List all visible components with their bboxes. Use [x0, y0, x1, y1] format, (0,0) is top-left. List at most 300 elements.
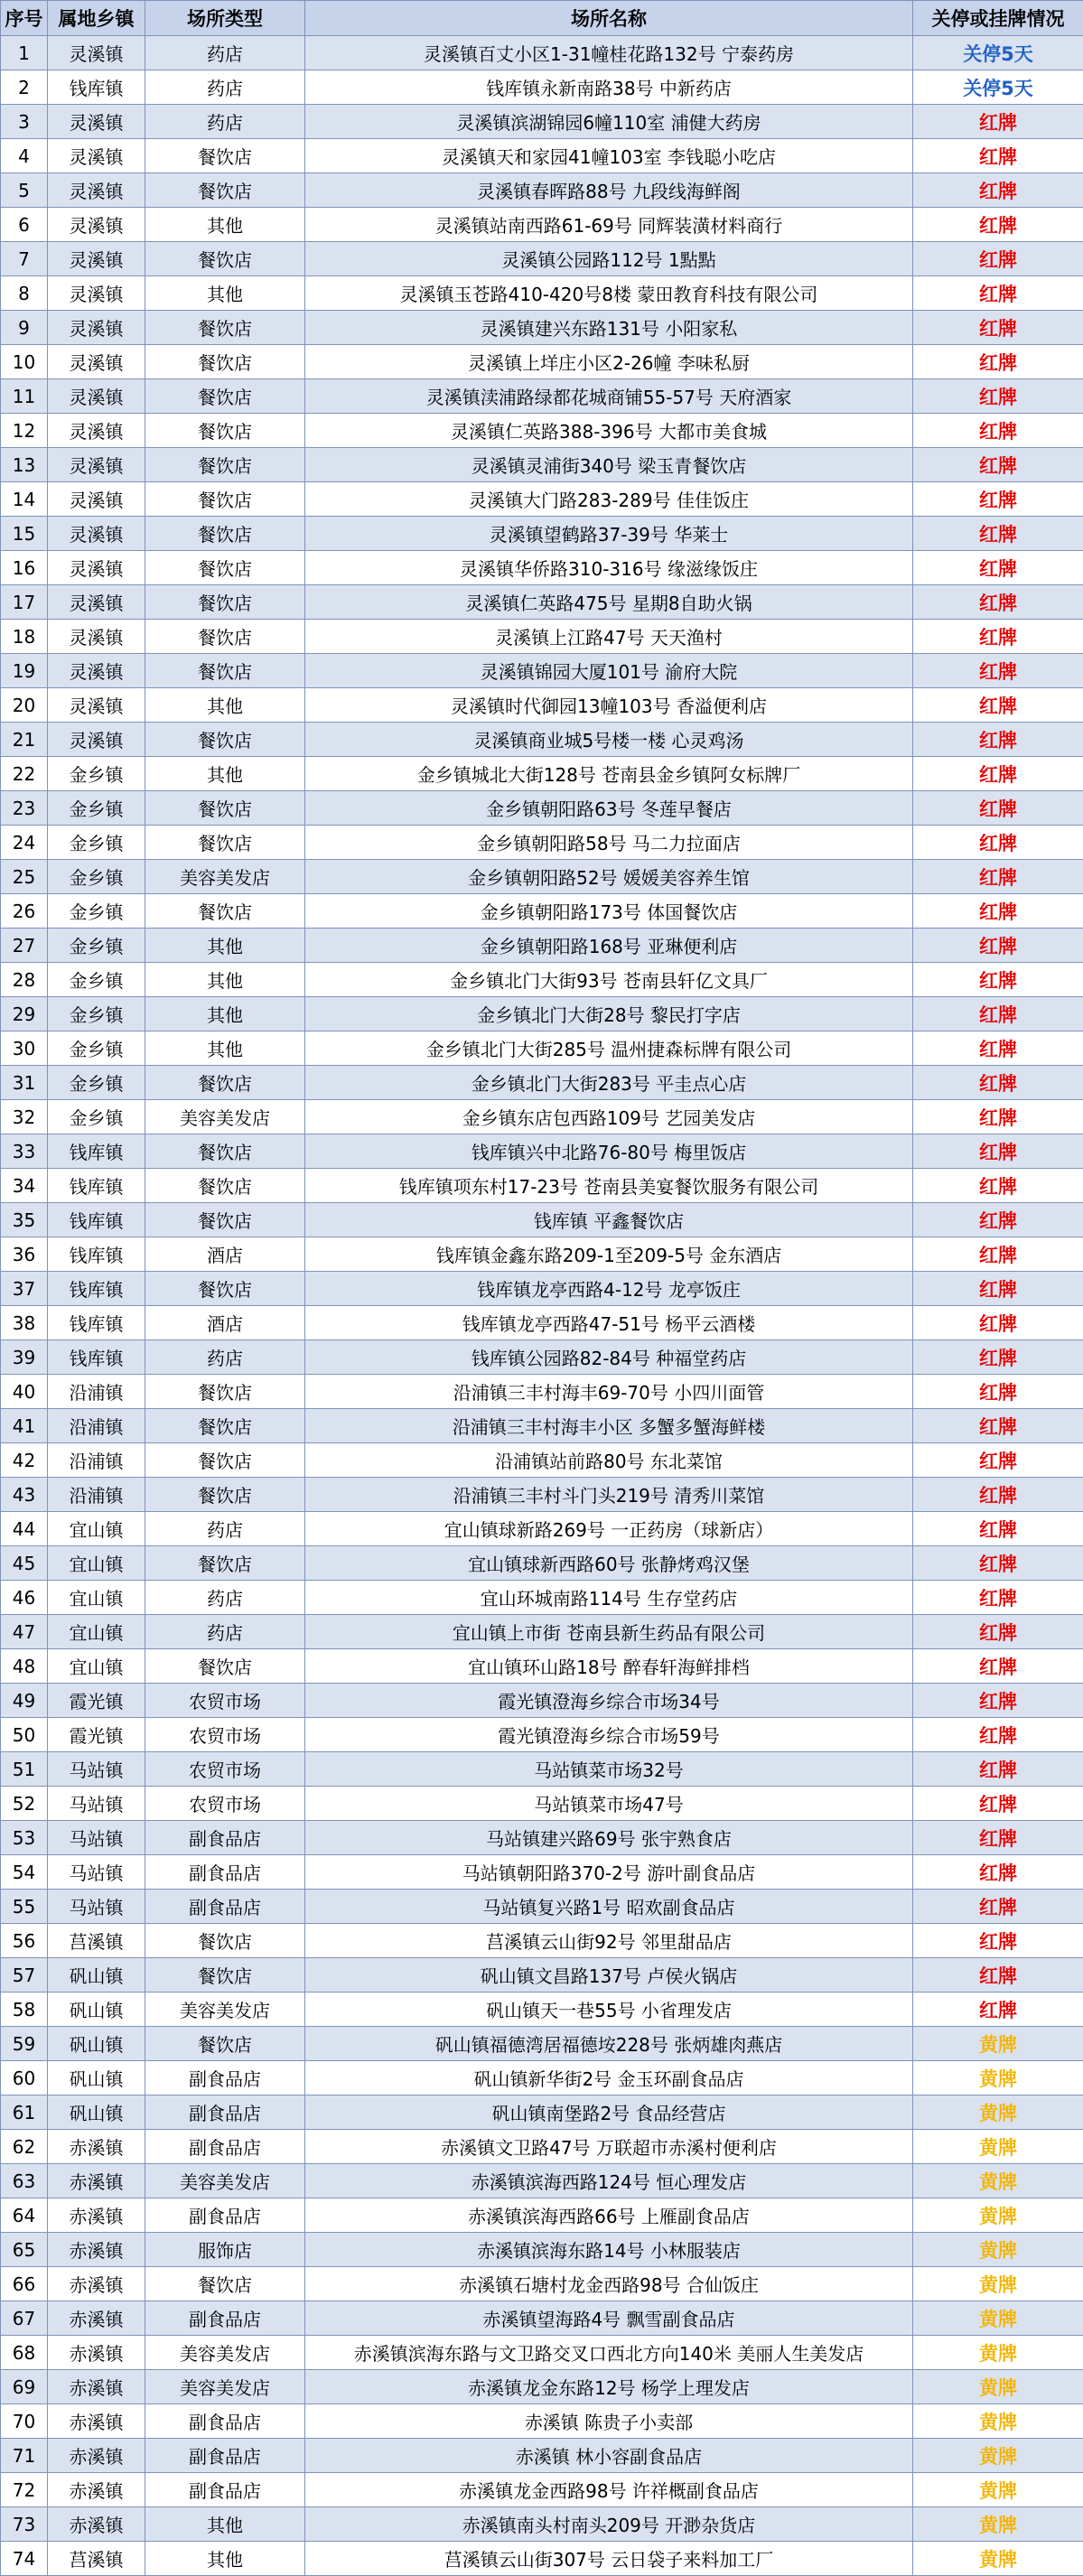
table-row: [1, 345, 1083, 379]
cell-town: 赤溪镇: [48, 2301, 145, 2336]
cell-type: 农贸市场: [145, 1718, 305, 1752]
cell-town: 沿浦镇: [48, 1443, 145, 1478]
cell-town: 灵溪镇: [48, 585, 145, 620]
cell-town: 马站镇: [48, 1821, 145, 1855]
cell-no: 68: [1, 2336, 48, 2370]
cell-no: 37: [1, 1272, 48, 1306]
cell-name: 矾山镇天一巷55号 小省理发店: [305, 1993, 913, 2027]
table-row: [1, 1615, 1083, 1649]
cell-name: 灵溪镇玉苍路410-420号8楼 蒙田教育科技有限公司: [305, 276, 913, 311]
cell-town: 霞光镇: [48, 1718, 145, 1752]
cell-status: 红牌: [913, 448, 1083, 482]
table-row: [1, 1512, 1083, 1546]
cell-name: 灵溪镇上江路47号 天天渔村: [305, 620, 913, 654]
cell-town: 钱库镇: [48, 1203, 145, 1237]
cell-name: 马站镇菜市场47号: [305, 1787, 913, 1821]
cell-no: 41: [1, 1409, 48, 1443]
cell-no: 63: [1, 2164, 48, 2198]
cell-no: 17: [1, 585, 48, 620]
cell-status: 红牌: [913, 1375, 1083, 1409]
cell-status: 红牌: [913, 757, 1083, 791]
cell-town: 灵溪镇: [48, 276, 145, 311]
cell-no: 6: [1, 208, 48, 242]
cell-no: 34: [1, 1169, 48, 1203]
cell-type: 酒店: [145, 1306, 305, 1340]
cell-status: 黄牌: [913, 2061, 1083, 2095]
cell-name: 矾山镇文昌路137号 卢侯火锅店: [305, 1958, 913, 1993]
cell-no: 72: [1, 2473, 48, 2507]
cell-status: 红牌: [913, 551, 1083, 585]
cell-no: 12: [1, 414, 48, 448]
cell-town: 钱库镇: [48, 1169, 145, 1203]
cell-name: 赤溪镇 林小容副食品店: [305, 2439, 913, 2473]
cell-type: 餐饮店: [145, 1924, 305, 1958]
cell-no: 35: [1, 1203, 48, 1237]
cell-name: 赤溪镇望海路4号 飘雪副食品店: [305, 2301, 913, 2336]
cell-type: 农贸市场: [145, 1787, 305, 1821]
cell-type: 餐饮店: [145, 1169, 305, 1203]
cell-type: 餐饮店: [145, 551, 305, 585]
cell-no: 25: [1, 860, 48, 894]
cell-town: 矾山镇: [48, 2095, 145, 2130]
cell-town: 灵溪镇: [48, 517, 145, 551]
cell-status: 红牌: [913, 1306, 1083, 1340]
cell-name: 金乡镇北门大街285号 温州捷森标牌有限公司: [305, 1031, 913, 1066]
table-row: [1, 70, 1083, 105]
cell-status: 红牌: [913, 276, 1083, 311]
cell-status: 红牌: [913, 1203, 1083, 1237]
cell-status: 红牌: [913, 1512, 1083, 1546]
cell-status: 黄牌: [913, 2095, 1083, 2130]
cell-town: 钱库镇: [48, 1306, 145, 1340]
cell-name: 钱库镇龙亭西路4-12号 龙亭饭庄: [305, 1272, 913, 1306]
cell-no: 15: [1, 517, 48, 551]
cell-no: 32: [1, 1100, 48, 1134]
cell-town: 沿浦镇: [48, 1409, 145, 1443]
cell-name: 灵溪镇渎浦路绿都花城商铺55-57号 天府酒家: [305, 379, 913, 414]
table-row: [1, 997, 1083, 1031]
cell-name: 灵溪镇锦园大厦101号 渝府大院: [305, 654, 913, 688]
cell-name: 霞光镇澄海乡综合市场59号: [305, 1718, 913, 1752]
cell-no: 44: [1, 1512, 48, 1546]
cell-name: 马站镇朝阳路370-2号 游叶副食品店: [305, 1855, 913, 1890]
cell-type: 酒店: [145, 1237, 305, 1272]
cell-no: 20: [1, 688, 48, 723]
cell-name: 矾山镇新华街2号 金玉环副食品店: [305, 2061, 913, 2095]
table-row: [1, 1958, 1083, 1993]
cell-status: 红牌: [913, 1718, 1083, 1752]
cell-type: 副食品店: [145, 2301, 305, 2336]
cell-status: 红牌: [913, 963, 1083, 997]
cell-town: 钱库镇: [48, 1134, 145, 1169]
cell-no: 8: [1, 276, 48, 311]
cell-no: 47: [1, 1615, 48, 1649]
cell-town: 赤溪镇: [48, 2164, 145, 2198]
cell-status: 红牌: [913, 1134, 1083, 1169]
cell-no: 16: [1, 551, 48, 585]
table-row: [1, 1478, 1083, 1512]
table-row: [1, 688, 1083, 723]
cell-name: 钱库镇 平鑫餐饮店: [305, 1203, 913, 1237]
table-row: [1, 1375, 1083, 1409]
cell-town: 赤溪镇: [48, 2267, 145, 2301]
table-row: [1, 1100, 1083, 1134]
cell-no: 71: [1, 2439, 48, 2473]
cell-no: 56: [1, 1924, 48, 1958]
cell-type: 其他: [145, 688, 305, 723]
table-row: [1, 2198, 1083, 2233]
cell-town: 宜山镇: [48, 1546, 145, 1581]
cell-status: 红牌: [913, 1787, 1083, 1821]
cell-type: 餐饮店: [145, 1134, 305, 1169]
cell-type: 其他: [145, 997, 305, 1031]
table-row: [1, 1169, 1083, 1203]
cell-type: 餐饮店: [145, 1958, 305, 1993]
cell-town: 沿浦镇: [48, 1478, 145, 1512]
cell-status: 红牌: [913, 1443, 1083, 1478]
cell-no: 33: [1, 1134, 48, 1169]
table-row: [1, 173, 1083, 208]
cell-no: 48: [1, 1649, 48, 1684]
cell-status: 红牌: [913, 1340, 1083, 1375]
cell-type: 餐饮店: [145, 723, 305, 757]
cell-type: 餐饮店: [145, 345, 305, 379]
cell-name: 金乡镇朝阳路58号 马二力拉面店: [305, 826, 913, 860]
cell-type: 药店: [145, 70, 305, 105]
cell-name: 灵溪镇百丈小区1-31幢桂花路132号 宁泰药房: [305, 36, 913, 70]
cell-type: 餐饮店: [145, 1443, 305, 1478]
cell-name: 灵溪镇时代御园13幢103号 香溢便利店: [305, 688, 913, 723]
cell-type: 餐饮店: [145, 1272, 305, 1306]
cell-no: 69: [1, 2370, 48, 2404]
table-row: [1, 2130, 1083, 2164]
cell-town: 钱库镇: [48, 1272, 145, 1306]
cell-type: 餐饮店: [145, 585, 305, 620]
cell-town: 金乡镇: [48, 963, 145, 997]
cell-type: 餐饮店: [145, 414, 305, 448]
cell-name: 灵溪镇天和家园41幢103室 李钱聪小吃店: [305, 139, 913, 173]
cell-no: 73: [1, 2507, 48, 2542]
cell-name: 矾山镇南堡路2号 食品经营店: [305, 2095, 913, 2130]
table-row: [1, 2164, 1083, 2198]
cell-type: 其他: [145, 757, 305, 791]
cell-type: 农贸市场: [145, 1684, 305, 1718]
cell-status: 红牌: [913, 208, 1083, 242]
cell-name: 钱库镇龙亭西路47-51号 杨平云酒楼: [305, 1306, 913, 1340]
cell-town: 金乡镇: [48, 997, 145, 1031]
cell-name: 沿浦镇三丰村斗门头219号 清秀川菜馆: [305, 1478, 913, 1512]
table-row: [1, 139, 1083, 173]
table-row: [1, 1066, 1083, 1100]
cell-name: 灵溪镇站南西路61-69号 同辉装潢材料商行: [305, 208, 913, 242]
cell-no: 39: [1, 1340, 48, 1375]
cell-type: 其他: [145, 2542, 305, 2576]
table-row: [1, 2301, 1083, 2336]
cell-town: 金乡镇: [48, 860, 145, 894]
cell-status: 黄牌: [913, 2130, 1083, 2164]
cell-status: 黄牌: [913, 2336, 1083, 2370]
table-row: [1, 1134, 1083, 1169]
cell-town: 宜山镇: [48, 1649, 145, 1684]
cell-town: 金乡镇: [48, 1031, 145, 1066]
cell-type: 副食品店: [145, 1890, 305, 1924]
cell-town: 莒溪镇: [48, 2542, 145, 2576]
table-row: [1, 2267, 1083, 2301]
cell-type: 其他: [145, 929, 305, 963]
cell-no: 38: [1, 1306, 48, 1340]
cell-no: 36: [1, 1237, 48, 1272]
cell-name: 钱库镇兴中北路76-80号 梅里饭店: [305, 1134, 913, 1169]
cell-no: 40: [1, 1375, 48, 1409]
table-row: [1, 2507, 1083, 2542]
cell-status: 红牌: [913, 929, 1083, 963]
cell-no: 30: [1, 1031, 48, 1066]
cell-town: 马站镇: [48, 1787, 145, 1821]
header-no: 序号: [1, 1, 48, 36]
cell-no: 7: [1, 242, 48, 276]
cell-no: 4: [1, 139, 48, 173]
cell-no: 65: [1, 2233, 48, 2267]
cell-status: 红牌: [913, 1066, 1083, 1100]
cell-status: 黄牌: [913, 2370, 1083, 2404]
table-row: [1, 826, 1083, 860]
cell-town: 赤溪镇: [48, 2130, 145, 2164]
cell-status: 关停5天: [913, 36, 1083, 70]
cell-name: 赤溪镇滨海西路66号 上雁副食品店: [305, 2198, 913, 2233]
table-row: [1, 1409, 1083, 1443]
cell-no: 24: [1, 826, 48, 860]
cell-no: 1: [1, 36, 48, 70]
cell-status: 红牌: [913, 414, 1083, 448]
cell-town: 赤溪镇: [48, 2473, 145, 2507]
cell-type: 餐饮店: [145, 654, 305, 688]
header-name: 场所名称: [305, 1, 913, 36]
cell-no: 3: [1, 105, 48, 139]
cell-name: 宜山镇球新西路60号 张静烤鸡汉堡: [305, 1546, 913, 1581]
cell-status: 红牌: [913, 654, 1083, 688]
header-row: [1, 1, 1083, 36]
cell-name: 灵溪镇建兴东路131号 小阳家私: [305, 311, 913, 345]
cell-town: 赤溪镇: [48, 2370, 145, 2404]
cell-no: 43: [1, 1478, 48, 1512]
cell-status: 红牌: [913, 517, 1083, 551]
cell-no: 23: [1, 791, 48, 826]
cell-status: 黄牌: [913, 2404, 1083, 2439]
table-row: [1, 2542, 1083, 2576]
cell-status: 红牌: [913, 105, 1083, 139]
cell-status: 红牌: [913, 311, 1083, 345]
cell-town: 霞光镇: [48, 1684, 145, 1718]
cell-no: 55: [1, 1890, 48, 1924]
cell-no: 53: [1, 1821, 48, 1855]
cell-type: 餐饮店: [145, 791, 305, 826]
cell-town: 金乡镇: [48, 1066, 145, 1100]
cell-type: 美容美发店: [145, 1100, 305, 1134]
table-row: [1, 379, 1083, 414]
table-row: [1, 1031, 1083, 1066]
cell-town: 灵溪镇: [48, 482, 145, 517]
cell-no: 18: [1, 620, 48, 654]
cell-status: 红牌: [913, 1031, 1083, 1066]
cell-no: 45: [1, 1546, 48, 1581]
cell-name: 金乡镇北门大街93号 苍南县轩亿文具厂: [305, 963, 913, 997]
cell-town: 灵溪镇: [48, 311, 145, 345]
cell-town: 金乡镇: [48, 757, 145, 791]
table-row: [1, 1993, 1083, 2027]
cell-status: 红牌: [913, 1546, 1083, 1581]
cell-no: 2: [1, 70, 48, 105]
table-row: [1, 2439, 1083, 2473]
cell-type: 美容美发店: [145, 2370, 305, 2404]
table-row: [1, 242, 1083, 276]
table-row: [1, 585, 1083, 620]
header-type: 场所类型: [145, 1, 305, 36]
cell-status: 黄牌: [913, 2507, 1083, 2542]
cell-status: 黄牌: [913, 2233, 1083, 2267]
cell-town: 莒溪镇: [48, 1924, 145, 1958]
table-row: [1, 1443, 1083, 1478]
table-row: [1, 276, 1083, 311]
cell-name: 赤溪镇滨海东路与文卫路交叉口西北方向140米 美丽人生美发店: [305, 2336, 913, 2370]
cell-name: 钱库镇项东村17-23号 苍南县美宴餐饮服务有限公司: [305, 1169, 913, 1203]
table-row: [1, 36, 1083, 70]
cell-no: 70: [1, 2404, 48, 2439]
cell-type: 餐饮店: [145, 1203, 305, 1237]
cell-type: 餐饮店: [145, 242, 305, 276]
cell-type: 副食品店: [145, 2439, 305, 2473]
cell-town: 矾山镇: [48, 1993, 145, 2027]
cell-name: 沿浦镇三丰村海丰69-70号 小四川面管: [305, 1375, 913, 1409]
table-body: [1, 36, 1083, 2576]
cell-status: 红牌: [913, 139, 1083, 173]
table-row: [1, 654, 1083, 688]
cell-type: 餐饮店: [145, 1409, 305, 1443]
cell-name: 灵溪镇上垟庄小区2-26幢 李味私厨: [305, 345, 913, 379]
cell-no: 28: [1, 963, 48, 997]
cell-status: 红牌: [913, 1581, 1083, 1615]
cell-name: 灵溪镇灵浦街340号 梁玉青餐饮店: [305, 448, 913, 482]
cell-status: 黄牌: [913, 2542, 1083, 2576]
cell-no: 5: [1, 173, 48, 208]
cell-town: 金乡镇: [48, 929, 145, 963]
cell-town: 灵溪镇: [48, 208, 145, 242]
cell-name: 灵溪镇公园路112号 1點點: [305, 242, 913, 276]
cell-town: 钱库镇: [48, 1237, 145, 1272]
cell-type: 副食品店: [145, 2095, 305, 2130]
table-row: [1, 963, 1083, 997]
cell-no: 50: [1, 1718, 48, 1752]
cell-no: 42: [1, 1443, 48, 1478]
table-row: [1, 2061, 1083, 2095]
cell-town: 灵溪镇: [48, 654, 145, 688]
cell-status: 红牌: [913, 1237, 1083, 1272]
cell-name: 矾山镇福德湾居福德垵228号 张炳雄肉燕店: [305, 2027, 913, 2061]
cell-no: 13: [1, 448, 48, 482]
cell-type: 餐饮店: [145, 1375, 305, 1409]
cell-type: 副食品店: [145, 2130, 305, 2164]
cell-name: 钱库镇金鑫东路209-1至209-5号 金东酒店: [305, 1237, 913, 1272]
cell-status: 红牌: [913, 1855, 1083, 1890]
cell-name: 赤溪镇文卫路47号 万联超市赤溪村便利店: [305, 2130, 913, 2164]
cell-type: 其他: [145, 963, 305, 997]
table-row: [1, 1546, 1083, 1581]
cell-status: 红牌: [913, 1272, 1083, 1306]
cell-town: 灵溪镇: [48, 688, 145, 723]
cell-no: 60: [1, 2061, 48, 2095]
table-row: [1, 894, 1083, 929]
cell-type: 药店: [145, 36, 305, 70]
cell-town: 马站镇: [48, 1752, 145, 1787]
cell-name: 金乡镇东店包西路109号 艺园美发店: [305, 1100, 913, 1134]
cell-type: 餐饮店: [145, 2267, 305, 2301]
cell-no: 14: [1, 482, 48, 517]
cell-type: 副食品店: [145, 1855, 305, 1890]
cell-status: 红牌: [913, 826, 1083, 860]
cell-town: 赤溪镇: [48, 2233, 145, 2267]
cell-type: 副食品店: [145, 2473, 305, 2507]
cell-status: 红牌: [913, 1169, 1083, 1203]
cell-type: 餐饮店: [145, 379, 305, 414]
cell-type: 药店: [145, 105, 305, 139]
cell-town: 赤溪镇: [48, 2439, 145, 2473]
cell-town: 灵溪镇: [48, 620, 145, 654]
header-status: 关停或挂牌情况: [913, 1, 1083, 36]
cell-no: 19: [1, 654, 48, 688]
cell-type: 餐饮店: [145, 826, 305, 860]
cell-status: 红牌: [913, 860, 1083, 894]
cell-type: 餐饮店: [145, 1649, 305, 1684]
cell-no: 46: [1, 1581, 48, 1615]
cell-name: 灵溪镇华侨路310-316号 缘滋缘饭庄: [305, 551, 913, 585]
cell-name: 赤溪镇龙金西路98号 许祥概副食品店: [305, 2473, 913, 2507]
cell-status: 红牌: [913, 1615, 1083, 1649]
cell-no: 61: [1, 2095, 48, 2130]
cell-status: 红牌: [913, 585, 1083, 620]
cell-no: 67: [1, 2301, 48, 2336]
cell-no: 62: [1, 2130, 48, 2164]
cell-status: 红牌: [913, 1924, 1083, 1958]
cell-town: 宜山镇: [48, 1512, 145, 1546]
cell-status: 红牌: [913, 791, 1083, 826]
table-row: [1, 208, 1083, 242]
cell-name: 莒溪镇云山街307号 云日袋子来料加工厂: [305, 2542, 913, 2576]
cell-type: 服饰店: [145, 2233, 305, 2267]
table-row: [1, 1924, 1083, 1958]
cell-town: 马站镇: [48, 1855, 145, 1890]
cell-status: 红牌: [913, 482, 1083, 517]
cell-town: 灵溪镇: [48, 379, 145, 414]
cell-town: 宜山镇: [48, 1581, 145, 1615]
cell-name: 沿浦镇三丰村海丰小区 多蟹多蟹海鲜楼: [305, 1409, 913, 1443]
cell-status: 黄牌: [913, 2027, 1083, 2061]
cell-status: 红牌: [913, 1890, 1083, 1924]
cell-town: 灵溪镇: [48, 242, 145, 276]
cell-name: 灵溪镇仁英路388-396号 大都市美食城: [305, 414, 913, 448]
table-row: [1, 1272, 1083, 1306]
cell-type: 其他: [145, 2507, 305, 2542]
cell-type: 药店: [145, 1340, 305, 1375]
cell-status: 红牌: [913, 1100, 1083, 1134]
cell-type: 副食品店: [145, 2198, 305, 2233]
table-row: [1, 1718, 1083, 1752]
cell-town: 宜山镇: [48, 1615, 145, 1649]
cell-no: 64: [1, 2198, 48, 2233]
cell-name: 马站镇复兴路1号 昭欢副食品店: [305, 1890, 913, 1924]
table-row: [1, 620, 1083, 654]
cell-status: 红牌: [913, 1478, 1083, 1512]
table-row: [1, 1684, 1083, 1718]
cell-town: 金乡镇: [48, 826, 145, 860]
